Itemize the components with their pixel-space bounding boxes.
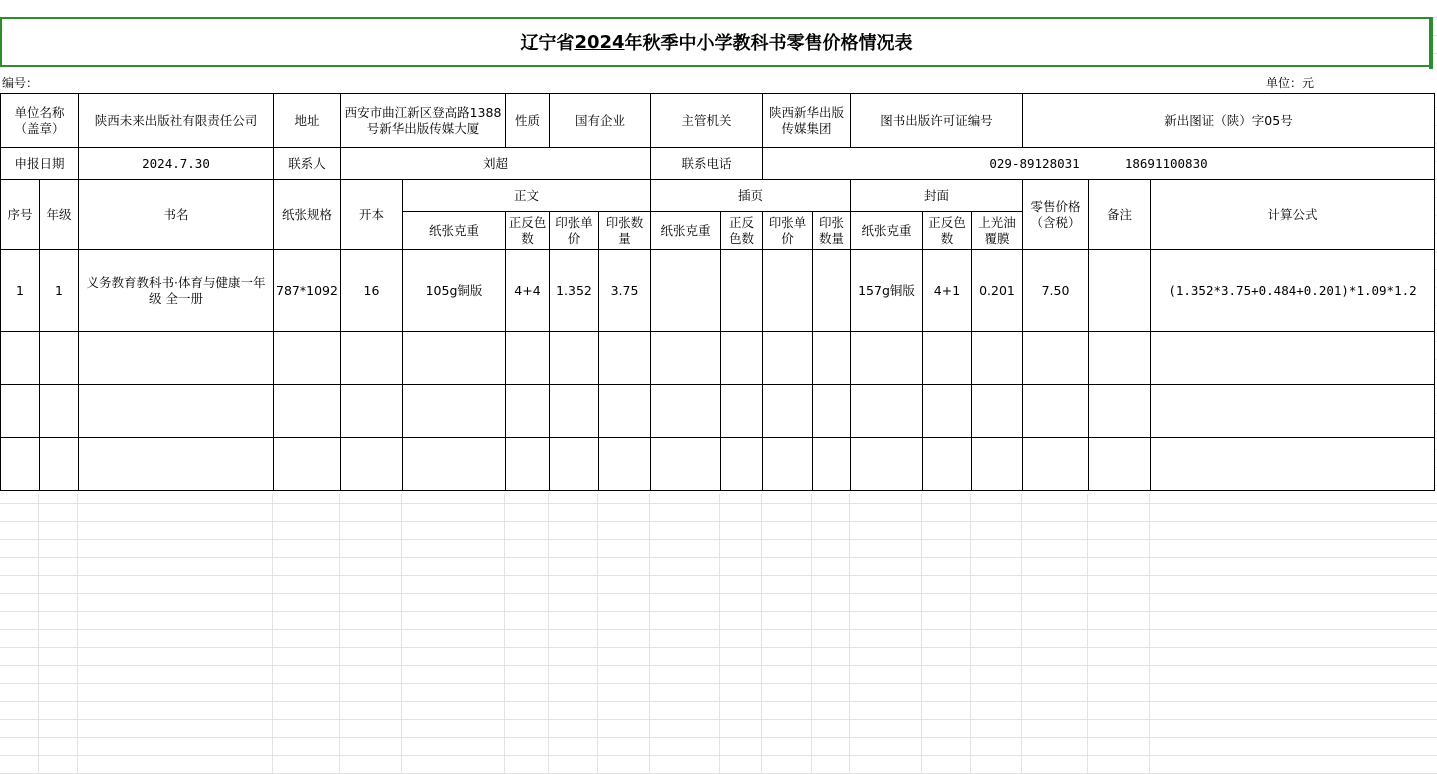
empty-cell[interactable] <box>341 385 403 438</box>
grid-line <box>38 494 39 774</box>
cell-cover-colors[interactable]: 4+1 <box>923 250 972 332</box>
header-body-sheet-qty[interactable]: 印张数量 <box>599 212 651 250</box>
empty-cell[interactable] <box>403 385 506 438</box>
empty-cell[interactable] <box>550 385 599 438</box>
empty-cell[interactable] <box>923 332 972 385</box>
empty-cell[interactable] <box>813 385 851 438</box>
nature-cell[interactable]: 国有企业 <box>550 94 651 148</box>
grid-line <box>597 494 598 774</box>
unit-name-label[interactable]: 单位名称（盖章） <box>1 94 79 148</box>
nature-label[interactable]: 性质 <box>506 94 550 148</box>
empty-cell[interactable] <box>1151 385 1435 438</box>
header-insert-sheet-qty[interactable]: 印张数量 <box>813 212 851 250</box>
contact-cell[interactable]: 刘超 <box>341 148 651 180</box>
empty-cell[interactable] <box>763 332 813 385</box>
grid-line <box>401 494 402 774</box>
empty-cell[interactable] <box>851 332 923 385</box>
empty-cell[interactable] <box>506 385 550 438</box>
authority-cell[interactable]: 陕西新华出版传媒集团 <box>763 94 851 148</box>
phone-cell[interactable]: 029-89128031 18691100830 <box>763 148 1435 180</box>
empty-cell[interactable] <box>274 438 341 491</box>
cell-body-paper[interactable]: 105g铜版 <box>403 250 506 332</box>
cell-book-name[interactable]: 义务教育教科书·体育与健康一年级 全一册 <box>79 250 274 332</box>
phone-label[interactable]: 联系电话 <box>651 148 763 180</box>
empty-cell[interactable] <box>1 385 40 438</box>
license-cell[interactable]: 新出图证（陕）字05号 <box>1023 94 1435 148</box>
cell-cover-gloss[interactable]: 0.201 <box>972 250 1023 332</box>
empty-cell[interactable] <box>972 385 1023 438</box>
empty-cell[interactable] <box>651 332 721 385</box>
header-insert-colors[interactable]: 正反色数 <box>721 212 763 250</box>
number-label: 编号： <box>2 76 39 90</box>
header-retail-price[interactable]: 零售价格（含税） <box>1023 180 1089 250</box>
empty-cell[interactable] <box>923 385 972 438</box>
cell-formula[interactable]: (1.352*3.75+0.484+0.201)*1.09*1.2 <box>1151 250 1435 332</box>
header-grade[interactable]: 年级 <box>40 180 79 250</box>
empty-cell[interactable] <box>1089 332 1151 385</box>
header-remark[interactable]: 备注 <box>1089 180 1151 250</box>
header-body-paper-weight[interactable]: 纸张克重 <box>403 212 506 250</box>
empty-cell[interactable] <box>1089 385 1151 438</box>
grid-line <box>339 494 340 774</box>
price-table <box>0 93 1435 491</box>
empty-cell[interactable] <box>550 438 599 491</box>
header-seq[interactable]: 序号 <box>1 180 40 250</box>
empty-cell[interactable] <box>813 332 851 385</box>
empty-cell[interactable] <box>599 385 651 438</box>
header-cover-gloss[interactable]: 上光油覆膜 <box>972 212 1023 250</box>
empty-cell[interactable] <box>972 332 1023 385</box>
empty-cell[interactable] <box>1 332 40 385</box>
empty-cell[interactable] <box>40 332 79 385</box>
date-cell[interactable]: 2024.7.30 <box>79 148 274 180</box>
header-insert-group[interactable]: 插页 <box>651 180 851 212</box>
empty-cell[interactable] <box>972 438 1023 491</box>
empty-cell[interactable] <box>651 385 721 438</box>
grid-line <box>649 494 650 774</box>
empty-cell[interactable] <box>506 438 550 491</box>
grid-line <box>811 494 812 774</box>
header-cover-group[interactable]: 封面 <box>851 180 1023 212</box>
empty-cell[interactable] <box>79 332 274 385</box>
empty-cell[interactable] <box>506 332 550 385</box>
cell-remark[interactable] <box>1089 250 1151 332</box>
grid-line <box>1149 494 1150 774</box>
empty-cell[interactable] <box>851 385 923 438</box>
header-body-group[interactable]: 正文 <box>403 180 651 212</box>
empty-cell[interactable] <box>763 385 813 438</box>
contact-label[interactable]: 联系人 <box>274 148 341 180</box>
address-cell[interactable]: 西安市曲江新区登高路1388号新华出版传媒大厦 <box>341 94 506 148</box>
empty-cell[interactable] <box>651 438 721 491</box>
empty-cell[interactable] <box>550 332 599 385</box>
title-prefix: 辽宁省 <box>520 33 575 54</box>
empty-cell[interactable] <box>1151 438 1435 491</box>
empty-cell[interactable] <box>341 332 403 385</box>
header-body-colors[interactable]: 正反色数 <box>506 212 550 250</box>
cell-insert-price[interactable] <box>763 250 813 332</box>
grid-line <box>1021 494 1022 774</box>
sheet-title[interactable] <box>0 17 1433 67</box>
empty-cell[interactable] <box>763 438 813 491</box>
cell-body-colors[interactable]: 4+4 <box>506 250 550 332</box>
empty-cell[interactable] <box>79 385 274 438</box>
header-paper-spec[interactable]: 纸张规格 <box>274 180 341 250</box>
empty-cell[interactable] <box>1089 438 1151 491</box>
cell-cover-paper[interactable]: 157g铜版 <box>851 250 923 332</box>
grid-line <box>921 494 922 774</box>
cell-format[interactable]: 16 <box>341 250 403 332</box>
unit-label: 单位：元 <box>1266 76 1315 90</box>
empty-cell[interactable] <box>274 385 341 438</box>
cell-retail-price[interactable]: 7.50 <box>1023 250 1089 332</box>
grid-line <box>849 494 850 774</box>
empty-row <box>1 385 1435 438</box>
empty-cell[interactable] <box>599 438 651 491</box>
header-insert-sheet-price[interactable]: 印张单价 <box>763 212 813 250</box>
grid-line <box>970 494 971 774</box>
cell-grade[interactable]: 1 <box>40 250 79 332</box>
cell-paper-spec[interactable]: 787*1092 <box>274 250 341 332</box>
empty-cell[interactable] <box>1023 438 1089 491</box>
date-label[interactable]: 申报日期 <box>1 148 79 180</box>
license-label[interactable]: 图书出版许可证编号 <box>851 94 1023 148</box>
empty-cell[interactable] <box>599 332 651 385</box>
empty-cell[interactable] <box>79 438 274 491</box>
table-row <box>1 250 1435 332</box>
header-format[interactable]: 开本 <box>341 180 403 250</box>
empty-cell[interactable] <box>40 438 79 491</box>
selection-edge <box>1429 17 1433 69</box>
cell-body-qty[interactable]: 3.75 <box>599 250 651 332</box>
address-label[interactable]: 地址 <box>274 94 341 148</box>
grid-line <box>77 494 78 774</box>
empty-cell[interactable] <box>851 438 923 491</box>
header-cover-paper-weight[interactable]: 纸张克重 <box>851 212 923 250</box>
empty-cell[interactable] <box>40 385 79 438</box>
empty-cell[interactable] <box>341 438 403 491</box>
cell-seq[interactable]: 1 <box>1 250 40 332</box>
cell-insert-paper[interactable] <box>651 250 721 332</box>
authority-label[interactable]: 主管机关 <box>651 94 763 148</box>
empty-cell[interactable] <box>403 438 506 491</box>
header-cover-colors[interactable]: 正反色数 <box>923 212 972 250</box>
meta-row <box>0 70 1437 92</box>
unit-name-cell[interactable]: 陕西未来出版社有限责任公司 <box>79 94 274 148</box>
grid-line <box>272 494 273 774</box>
grid-line <box>1087 494 1088 774</box>
title-year: 2024 <box>574 31 625 53</box>
grid-line <box>504 494 505 774</box>
empty-cell[interactable] <box>721 438 763 491</box>
cell-body-price[interactable]: 1.352 <box>550 250 599 332</box>
empty-cell[interactable] <box>813 438 851 491</box>
title-suffix: 年秋季中小学教科书零售价格情况表 <box>624 33 913 54</box>
empty-cell[interactable] <box>1023 332 1089 385</box>
empty-cell[interactable] <box>923 438 972 491</box>
empty-cell[interactable] <box>721 385 763 438</box>
header-body-sheet-price[interactable]: 印张单价 <box>550 212 599 250</box>
empty-cell[interactable] <box>1 438 40 491</box>
empty-cell[interactable] <box>274 332 341 385</box>
empty-cell[interactable] <box>721 332 763 385</box>
grid-line <box>761 494 762 774</box>
cell-insert-qty[interactable] <box>813 250 851 332</box>
empty-row <box>1 332 1435 385</box>
cell-insert-colors[interactable] <box>721 250 763 332</box>
header-insert-paper-weight[interactable]: 纸张克重 <box>651 212 721 250</box>
header-formula[interactable]: 计算公式 <box>1151 180 1435 250</box>
empty-cell[interactable] <box>1151 332 1435 385</box>
grid-line <box>719 494 720 774</box>
empty-cell[interactable] <box>1023 385 1089 438</box>
header-book-name[interactable]: 书名 <box>79 180 274 250</box>
empty-cell[interactable] <box>403 332 506 385</box>
grid-line <box>548 494 549 774</box>
empty-row <box>1 438 1435 491</box>
